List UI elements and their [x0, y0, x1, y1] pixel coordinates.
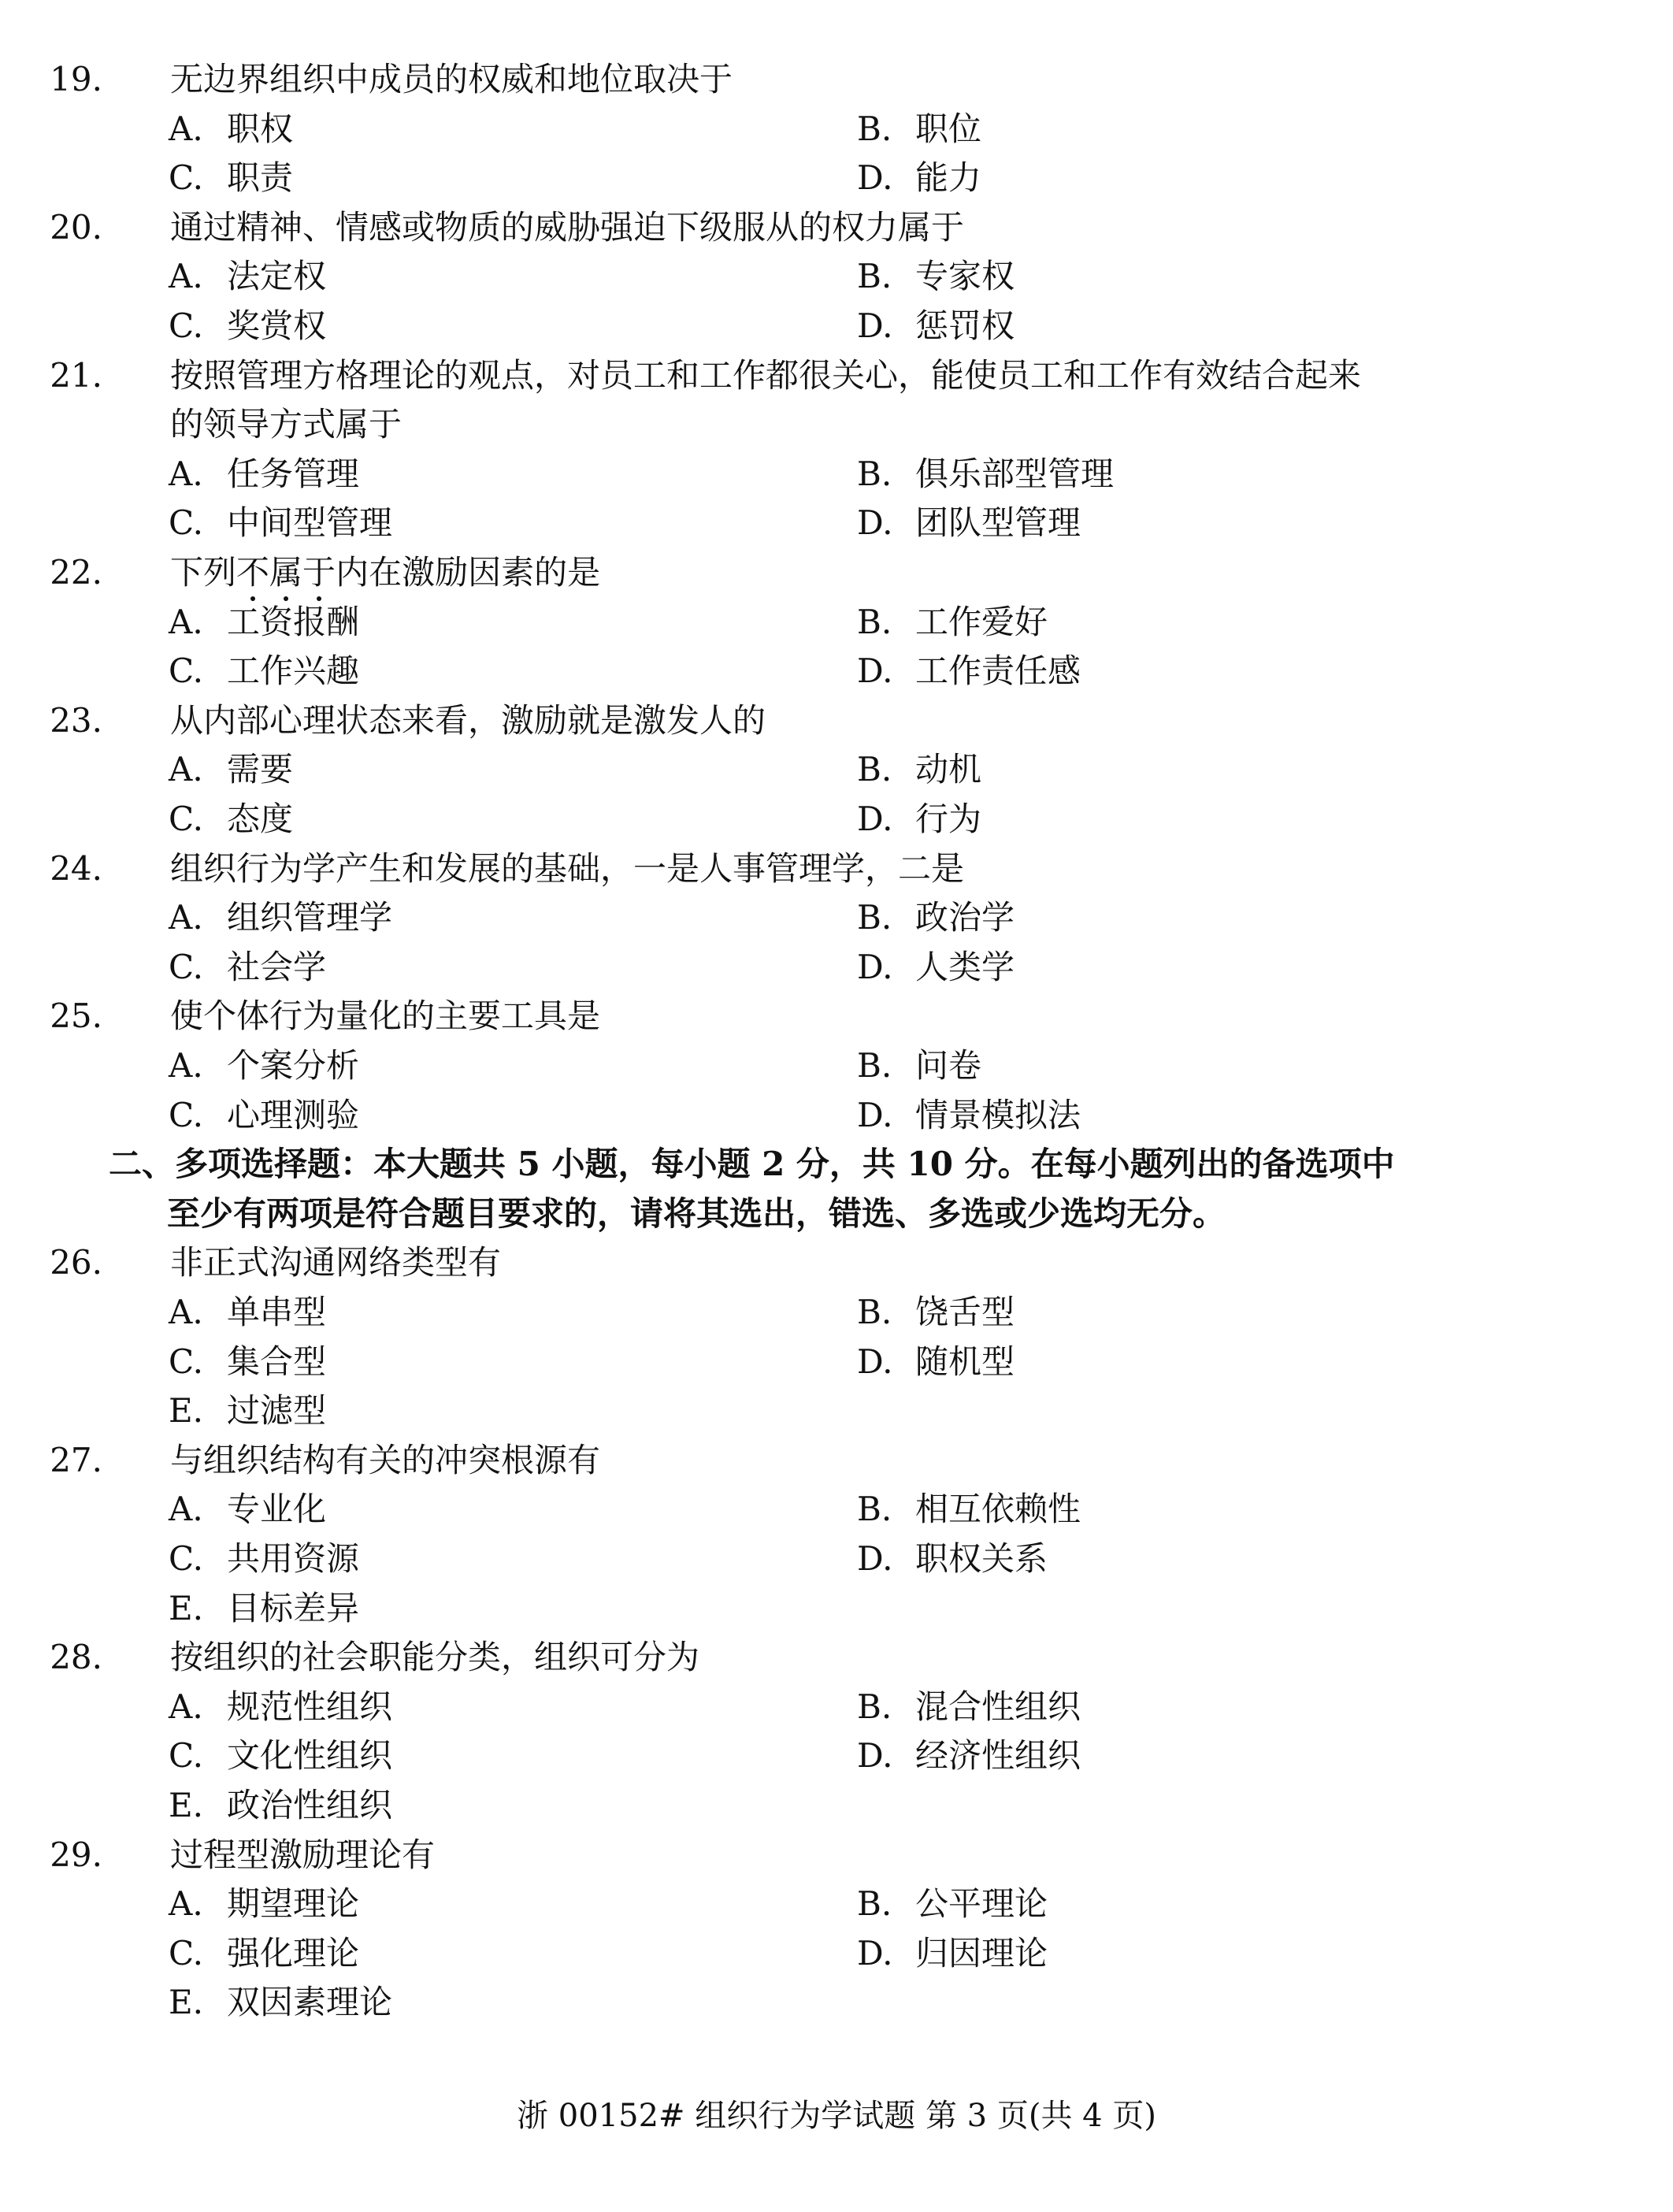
option-text: 情景模拟法: [915, 1095, 1081, 1134]
answer-option[interactable]: [857, 1735, 1081, 1776]
option-text: 期望理论: [227, 1884, 360, 1924]
question-stem: [0, 355, 1673, 396]
option-letter: D.: [857, 1342, 893, 1381]
question-number: 25.: [50, 997, 102, 1036]
option-letter: A.: [169, 1046, 203, 1085]
answer-option[interactable]: [169, 1045, 359, 1086]
option-letter: C.: [169, 1736, 203, 1776]
option-letter: D.: [857, 651, 893, 691]
answer-option[interactable]: [857, 1095, 1081, 1136]
answer-option[interactable]: [857, 1489, 1081, 1530]
section-instructions: 至少有两项是符合题目要求的，请将其选出，错选、多选或少选均无分。: [167, 1193, 1226, 1233]
option-text: 职权: [227, 109, 294, 148]
answer-option[interactable]: [169, 651, 359, 692]
option-text: 心理测验: [227, 1095, 360, 1134]
answer-option[interactable]: [169, 1884, 359, 1924]
option-letter: A.: [169, 1687, 203, 1726]
answer-option[interactable]: [857, 749, 981, 790]
option-text: 职位: [915, 109, 982, 148]
option-letter: C.: [169, 1539, 203, 1578]
option-text: 混合性组织: [915, 1687, 1081, 1726]
option-letter: A.: [169, 1293, 203, 1331]
question-text: 无边界组织中成员的权威和地位取决于: [170, 60, 733, 98]
option-letter: E.: [169, 1588, 204, 1627]
answer-option[interactable]: [857, 1538, 1048, 1579]
option-letter: B.: [857, 109, 892, 148]
option-text: 任务管理: [227, 454, 360, 493]
question-number: 27.: [50, 1440, 102, 1479]
answer-option[interactable]: [169, 158, 293, 199]
option-text: 人类学: [915, 947, 1015, 986]
option-text: 随机型: [915, 1342, 1015, 1381]
question-text: 从内部心理状态来看，激励就是激发人的: [170, 700, 766, 740]
option-letter: D.: [857, 1539, 893, 1578]
answer-option[interactable]: [857, 1884, 1048, 1924]
answer-option[interactable]: [169, 1390, 326, 1431]
answer-option[interactable]: [169, 306, 326, 347]
option-text: 共用资源: [227, 1539, 360, 1578]
question-text: 组织行为学产生和发展的基础，一是人事管理学，二是: [170, 848, 965, 888]
option-text: 归因理论: [915, 1933, 1048, 1973]
answer-option[interactable]: [857, 1687, 1081, 1728]
option-text: 中间型管理: [227, 503, 393, 543]
question-stem: [0, 207, 1673, 248]
option-letter: B.: [857, 257, 892, 296]
option-letter: B.: [857, 1293, 892, 1331]
option-letter: A.: [169, 602, 203, 641]
answer-option[interactable]: [857, 1933, 1048, 1974]
option-text: 强化理论: [227, 1933, 360, 1973]
option-text: 相互依赖性: [915, 1490, 1081, 1529]
question-number: 28.: [50, 1638, 102, 1677]
answer-option[interactable]: [857, 1342, 1015, 1382]
answer-option[interactable]: [169, 799, 293, 840]
option-letter: D.: [857, 800, 893, 838]
question-text: [170, 552, 600, 593]
question-number: 21.: [50, 355, 102, 395]
option-letter: C.: [169, 800, 203, 838]
option-letter: B.: [857, 454, 892, 493]
answer-option[interactable]: [857, 1045, 981, 1086]
option-text: 过滤型: [227, 1391, 327, 1431]
option-text: 规范性组织: [227, 1687, 393, 1726]
answer-option[interactable]: [169, 1982, 392, 2023]
question-text: 非正式沟通网络类型有: [170, 1243, 502, 1282]
option-letter: B.: [857, 898, 892, 937]
answer-option[interactable]: [169, 602, 359, 643]
option-letter: B.: [857, 1687, 892, 1726]
option-letter: A.: [169, 257, 203, 296]
question-text: 按组织的社会职能分类，组织可分为: [170, 1638, 700, 1677]
option-text: 政治性组织: [227, 1786, 393, 1824]
option-text: 社会学: [227, 947, 327, 986]
answer-option[interactable]: [857, 897, 1015, 938]
option-text: 惩罚权: [915, 306, 1015, 345]
option-text: 目标差异: [227, 1588, 360, 1627]
option-text: 俱乐部型管理: [915, 454, 1115, 493]
answer-option[interactable]: [857, 109, 981, 150]
option-letter: C.: [169, 947, 203, 986]
option-text: 动机: [915, 750, 982, 789]
question-number: 19.: [50, 60, 102, 98]
answer-option[interactable]: [169, 503, 392, 544]
option-letter: C.: [169, 158, 203, 198]
option-text: 能力: [915, 158, 982, 198]
answer-option[interactable]: [857, 799, 981, 840]
question-stem: [0, 1835, 1673, 1876]
option-letter: D.: [857, 1736, 893, 1776]
option-text: 需要: [227, 750, 294, 789]
question-number: 23.: [50, 700, 102, 740]
option-text: 工作爱好: [915, 602, 1048, 641]
page-footer: 浙 00152# 组织行为学试题 第 3 页(共 4 页): [517, 2098, 1156, 2134]
option-letter: C.: [169, 503, 203, 543]
option-letter: D.: [857, 1933, 893, 1973]
option-text: 组织管理学: [227, 898, 393, 937]
question-stem: [0, 996, 1673, 1037]
answer-option[interactable]: [857, 158, 981, 199]
answer-option[interactable]: [169, 947, 326, 988]
answer-option[interactable]: [169, 1687, 392, 1728]
option-text: 奖赏权: [227, 306, 327, 345]
option-text: 专业化: [227, 1490, 327, 1529]
option-text: 工作兴趣: [227, 651, 360, 691]
option-letter: A.: [169, 750, 203, 789]
question-number: 29.: [50, 1835, 102, 1874]
answer-option[interactable]: [169, 1342, 326, 1382]
answer-option[interactable]: [857, 503, 1081, 544]
option-letter: C.: [169, 306, 203, 345]
question-stem: [0, 59, 1673, 100]
option-letter: C.: [169, 651, 203, 691]
question-number: 20.: [50, 207, 102, 247]
option-letter: D.: [857, 158, 893, 198]
option-letter: E.: [169, 1391, 204, 1431]
option-text: 职权关系: [915, 1539, 1048, 1578]
answer-option[interactable]: [169, 1785, 392, 1826]
answer-option[interactable]: [857, 454, 1114, 495]
answer-option[interactable]: [169, 256, 326, 297]
option-text: 集合型: [227, 1342, 327, 1381]
question-text-pre: 下列: [170, 553, 237, 592]
answer-option[interactable]: [169, 1538, 359, 1579]
option-text: 饶舌型: [915, 1293, 1015, 1331]
question-stem: [0, 700, 1673, 741]
question-stem: [0, 848, 1673, 889]
option-letter: D.: [857, 947, 893, 986]
option-text: 工资报酬: [227, 602, 360, 641]
option-letter: A.: [169, 109, 203, 148]
emphasis-char: 属: [269, 553, 303, 592]
question-number: 22.: [50, 553, 102, 592]
option-text: 问卷: [915, 1046, 982, 1085]
option-letter: A.: [169, 1490, 203, 1529]
answer-option[interactable]: [857, 256, 1015, 297]
question-stem: [0, 552, 1673, 593]
question-text-post: 内在激励因素的是: [336, 553, 601, 592]
question-text: 过程型激励理论有: [170, 1835, 436, 1874]
option-text: 政治学: [915, 898, 1015, 937]
answer-option[interactable]: [169, 1933, 359, 1974]
option-text: 行为: [915, 800, 982, 838]
question-text: 通过精神、情感或物质的威胁强迫下级服从的权力属于: [170, 207, 965, 247]
answer-option[interactable]: [169, 109, 293, 150]
option-text: 个案分析: [227, 1046, 360, 1085]
option-text: 文化性组织: [227, 1736, 393, 1776]
option-letter: B.: [857, 750, 892, 789]
question-text: 与组织结构有关的冲突根源有: [170, 1440, 601, 1479]
answer-option[interactable]: [857, 602, 1048, 643]
question-stem-continued: 的领导方式属于: [170, 405, 402, 444]
option-text: 法定权: [227, 257, 327, 296]
answer-option[interactable]: [169, 1489, 326, 1530]
option-letter: D.: [857, 503, 893, 543]
answer-option[interactable]: [169, 749, 293, 790]
emphasis-char: 于: [302, 553, 336, 592]
answer-option[interactable]: [169, 1735, 392, 1776]
option-text: 公平理论: [915, 1884, 1048, 1924]
option-text: 态度: [227, 800, 294, 838]
question-stem: [0, 1440, 1673, 1481]
option-text: 团队型管理: [915, 503, 1081, 543]
section-heading: 二、多项选择题：本大题共 5 小题，每小题 2 分，共 10 分。在每小题列出的备选项中: [109, 1145, 1395, 1184]
emphasis-char: 不: [236, 553, 270, 592]
answer-option[interactable]: [857, 1292, 1015, 1333]
option-letter: B.: [857, 1884, 892, 1924]
option-text: 工作责任感: [915, 651, 1081, 691]
answer-option[interactable]: [169, 1292, 326, 1333]
answer-option[interactable]: [857, 947, 1015, 988]
answer-option[interactable]: [169, 897, 392, 938]
option-letter: B.: [857, 602, 892, 641]
option-letter: E.: [169, 1983, 204, 2022]
option-letter: D.: [857, 306, 893, 345]
question-text: 按照管理方格理论的观点，对员工和工作都很关心，能使员工和工作有效结合起来: [170, 355, 1362, 395]
option-letter: C.: [169, 1095, 203, 1134]
question-stem: [0, 1637, 1673, 1678]
option-letter: E.: [169, 1786, 204, 1824]
option-letter: B.: [857, 1490, 892, 1529]
question-text: 使个体行为量化的主要工具是: [170, 997, 601, 1036]
answer-option[interactable]: [857, 651, 1081, 692]
question-number: 26.: [50, 1243, 102, 1282]
question-stem: [0, 1242, 1673, 1283]
option-text: 职责: [227, 158, 294, 198]
option-letter: A.: [169, 898, 203, 937]
answer-option[interactable]: [169, 1588, 359, 1629]
option-text: 专家权: [915, 257, 1015, 296]
question-text-emphasis: [236, 553, 336, 592]
option-letter: C.: [169, 1342, 203, 1381]
option-letter: A.: [169, 454, 203, 493]
option-text: 单串型: [227, 1293, 327, 1331]
option-letter: B.: [857, 1046, 892, 1085]
option-text: 双因素理论: [227, 1983, 393, 2022]
option-letter: A.: [169, 1884, 203, 1924]
answer-option[interactable]: [857, 306, 1015, 347]
option-letter: D.: [857, 1095, 893, 1134]
answer-option[interactable]: [169, 1095, 359, 1136]
option-text: 经济性组织: [915, 1736, 1081, 1776]
question-number: 24.: [50, 848, 102, 888]
answer-option[interactable]: [169, 454, 359, 495]
option-letter: C.: [169, 1933, 203, 1973]
